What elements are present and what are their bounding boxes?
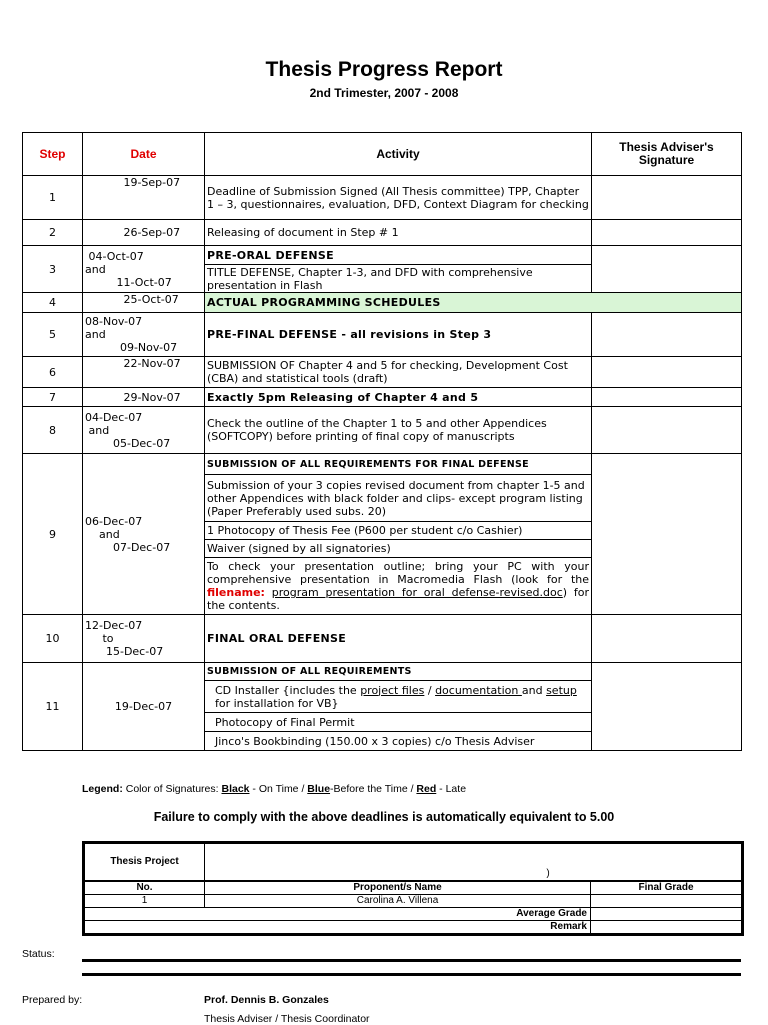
legend-text: - Late [436,783,467,795]
legend-blue: Blue [307,783,331,795]
date-cell: 19-Dec-07 [83,663,205,751]
header-signature: Thesis Adviser's Signature [592,133,742,176]
step-cell: 3 [23,246,83,293]
filename-label: filename: [207,586,265,599]
activity-cell [205,558,592,615]
step-cell: 2 [23,220,83,246]
remark-label: Remark [84,921,591,935]
activity-cell: SUBMISSION OF ALL REQUIREMENTS FOR FINAL DEFENSE [205,454,592,475]
step-cell: 9 [23,454,83,615]
signature-cell[interactable] [592,615,742,663]
activity-cell: Releasing of document in Step # 1 [205,220,592,246]
row-name: Carolina A. Villena [205,895,591,908]
signature-cell[interactable] [592,407,742,454]
status-line [82,973,741,976]
table-row [84,921,743,935]
table-row [23,615,742,663]
date-cell: 26-Sep-07 [83,220,205,246]
instruction-tail: ) for the contents. [207,586,589,612]
grade-table [82,841,744,936]
step-cell: 4 [23,293,83,313]
date-cell: 29-Nov-07 [83,388,205,407]
preparer-name: Prof. Dennis B. Gonzales [204,994,329,1006]
table-row [23,293,742,313]
activity-cell: Photocopy of Final Permit [205,713,592,732]
date-cell: 06-Dec-07 and 07-Dec-07 [83,454,205,615]
activity-cell: PRE-ORAL DEFENSE [205,246,592,265]
step-cell: 11 [23,663,83,751]
date-cell: 04-Oct-07 and 11-Oct-07 [83,246,205,293]
preparer-title: Thesis Adviser / Thesis Coordinator [204,1013,370,1025]
header-activity: Activity [205,133,592,176]
table-row [23,220,742,246]
activity-cell: ACTUAL PROGRAMMING SCHEDULES [205,293,742,313]
col-grade: Final Grade [591,881,743,895]
signature-cell[interactable] [592,454,742,615]
progress-table [22,132,742,751]
activity-cell: FINAL ORAL DEFENSE [205,615,592,663]
date-cell: 22-Nov-07 [83,357,205,388]
step-cell: 6 [23,357,83,388]
col-name: Proponent/s Name [205,881,591,895]
table-row [23,388,742,407]
cd-sep: / [424,683,436,697]
header-step: Step [23,133,83,176]
failure-notice: Failure to comply with the above deadlines is automatically equivalent to 5.00 [153,810,615,824]
project-label: Thesis Project [84,843,205,882]
date-cell: 12-Dec-07 to 15-Dec-07 [83,615,205,663]
signature-cell[interactable] [592,388,742,407]
activity-cell: Exactly 5pm Releasing of Chapter 4 and 5 [205,388,592,407]
average-value[interactable] [591,908,743,921]
cd-text: CD Installer {includes the [215,683,361,697]
cd-tail: for installation for VB} [215,696,339,710]
step-cell: 8 [23,407,83,454]
step-cell: 7 [23,388,83,407]
status-label: Status: [22,948,55,960]
activity-cell: Deadline of Submission Signed (All Thesis committee) TPP, Chapter 1 – 3, questionnaires, evaluation, DFD, Context Diagram for checking [205,176,592,220]
activity-cell: PRE-FINAL DEFENSE - all revisions in Step 3 [205,313,592,357]
signature-cell[interactable] [592,220,742,246]
activity-cell [205,681,592,713]
cd-and: and [521,683,547,697]
table-row [23,176,742,220]
link-documentation: documentation [435,683,522,697]
table-row [23,663,742,681]
signature-cell[interactable] [592,313,742,357]
step-cell: 5 [23,313,83,357]
date-cell: 19-Sep-07 [83,176,205,220]
legend-red: Red [416,783,437,795]
col-no: No. [84,881,205,895]
activity-cell: Submission of your 3 copies revised document from chapter 1-5 and other Appendices with black folder and clips- except program listing (Paper Preferably used subs. 20) [205,475,592,522]
status-line [82,959,741,962]
activity-cell: TITLE DEFENSE, Chapter 1-3, and DFD with comprehensive presentation in Flash [205,265,592,293]
filename-value: program presentation for oral defense-revised.doc [271,586,563,599]
legend-label: Legend: [82,783,123,795]
step-cell: 1 [23,176,83,220]
prepared-by-label: Prepared by: [22,994,83,1006]
table-row [23,246,742,265]
table-row [23,313,742,357]
remark-value[interactable] [591,921,743,935]
table-row [23,357,742,388]
date-cell: 25-Oct-07 [83,293,205,313]
activity-cell: SUBMISSION OF ALL REQUIREMENTS [205,663,592,681]
legend-text: -Before the Time / [330,783,417,795]
legend-text: Color of Signatures: [122,783,222,795]
page-title: Thesis Progress Report [265,58,503,81]
date-cell: 08-Nov-07 and 09-Nov-07 [83,313,205,357]
table-row [23,407,742,454]
average-label: Average Grade [84,908,591,921]
link-project-files: project files [360,683,425,697]
activity-cell: Waiver (signed by all signatories) [205,540,592,558]
signature-cell[interactable] [592,663,742,751]
activity-cell: Jinco's Bookbinding (150.00 x 3 copies) c/o Thesis Adviser [205,732,592,751]
date-cell: 04-Dec-07 and 05-Dec-07 [83,407,205,454]
table-row [23,454,742,475]
legend [82,783,466,795]
signature-cell[interactable] [592,246,742,293]
page-subtitle: 2nd Trimester, 2007 - 2008 [309,86,459,100]
step-cell: 10 [23,615,83,663]
link-setup: setup [546,683,577,697]
table-header-row [23,133,742,176]
grade-header-row [84,881,743,895]
row-no: 1 [84,895,205,908]
activity-cell: SUBMISSION OF Chapter 4 and 5 for checking, Development Cost (CBA) and statistical tools (draft) [205,357,592,388]
signature-cell[interactable] [592,357,742,388]
signature-cell[interactable] [592,176,742,220]
table-row [84,908,743,921]
row-grade[interactable] [591,895,743,908]
project-value[interactable] [205,843,743,882]
legend-text: - On Time / [249,783,308,795]
activity-cell: Check the outline of the Chapter 1 to 5 and other Appendices (SOFTCOPY) before printing of final copy of manuscripts [205,407,592,454]
activity-cell: 1 Photocopy of Thesis Fee (P600 per student c/o Cashier) [205,522,592,540]
table-row [84,843,743,882]
legend-black: Black [221,783,250,795]
project-value-text: ) [546,868,550,879]
table-row [84,895,743,908]
instruction-text: To check your presentation outline; bring your PC with your comprehensive presentation in Macromedia Flash (look for the [207,560,589,586]
header-date: Date [83,133,205,176]
